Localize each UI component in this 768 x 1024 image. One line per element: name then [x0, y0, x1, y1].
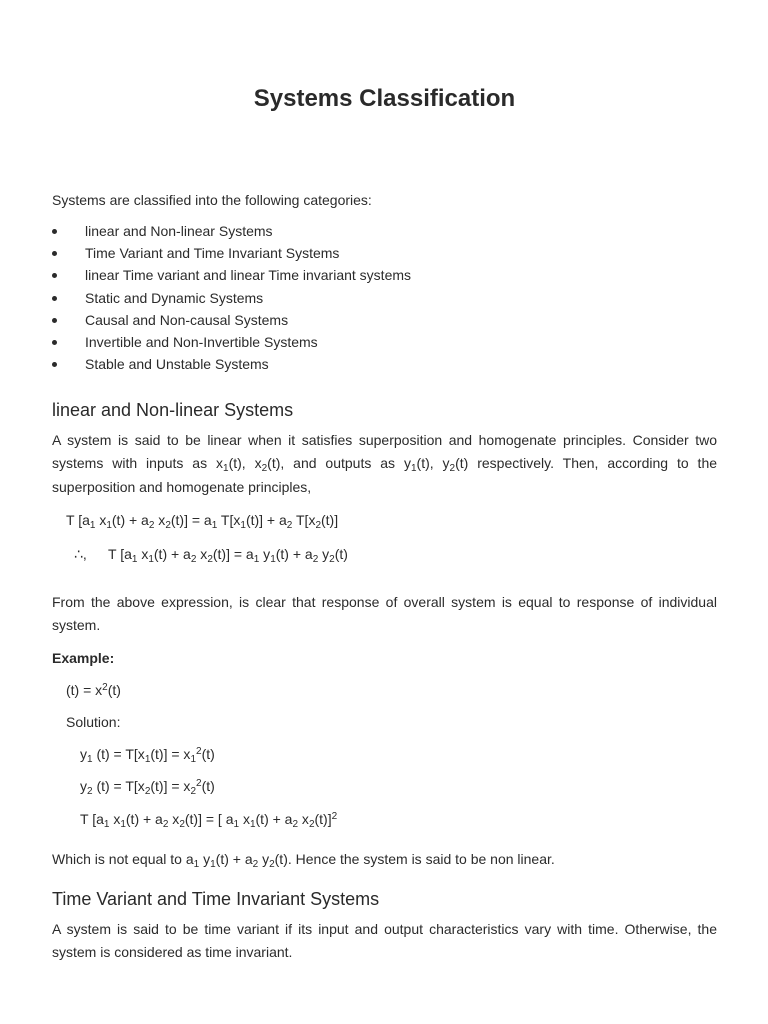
- conclusion-text: Which is not equal to $a_1$ $y_1(t) + a_2$ $y_2(t)$. Hence the system is said to be non linear.: [52, 851, 555, 870]
- category-list: [52, 220, 411, 375]
- example-label: Example:: [52, 650, 115, 666]
- list-item: [52, 287, 411, 309]
- example-equation: $(t) = x^2(t)$: [66, 682, 121, 698]
- bullet-icon: [52, 273, 57, 278]
- bullet-icon: [52, 296, 57, 301]
- list-item-label: Time Variant and Time Invariant Systems: [85, 245, 340, 262]
- bullet-icon: [52, 251, 57, 256]
- list-item-label: Static and Dynamic Systems: [85, 289, 264, 306]
- response-paragraph: From the above expression, is clear that response of overall system is equal to response of individual system.: [52, 594, 717, 634]
- section-heading-time-variant: Time Variant and Time Invariant Systems: [52, 889, 380, 909]
- superposition-equation: T [$a_1$ $x_1(t) + a_2$ $x_2(t)] = a_1$ $T[x_1(t)] + a_2$ $T[x_2(t)]$: [66, 512, 339, 531]
- bullet-icon: [52, 362, 57, 367]
- list-item-label: linear and Non-linear Systems: [85, 223, 273, 239]
- bullet-icon: [52, 340, 57, 345]
- therefore-equation: ∴, T [$a_1$ $x_1(t) + a_2$ $x_2(t)] = a_1$ $y_1(t) + a_2$ $y_2(t)$: [74, 546, 348, 565]
- list-item: [52, 264, 411, 286]
- list-item: [52, 220, 411, 242]
- solution-label: Solution:: [66, 714, 121, 730]
- solution-equation-2: $y_2$ $(t) = T[x_2(t)] = x_2^2(t)$: [80, 778, 215, 797]
- list-item: [52, 242, 411, 264]
- linear-definition-paragraph: A system is said to be linear when it satisfies superposition and homogenate principles. Consider two systems with inputs as $x_1(t)$, $x_2(t)$, and outputs as $y_1(t)$, $y_2(t)$ respectively. Then, according to the superposition and homogenate principles,: [52, 432, 718, 495]
- bullet-icon: [52, 318, 57, 323]
- list-item-label: Invertible and Non-Invertible Systems: [85, 334, 318, 351]
- list-item-label: linear Time variant and linear Time invariant systems: [85, 267, 412, 284]
- solution-equation-3: T [$a_1$ $x_1(t) + a_2$ $x_2(t)$] = [ $a_1$ $x_1(t) + a_2$ $x_2(t)]^2$: [80, 811, 338, 830]
- intro-text: Systems are classified into the following categories:: [52, 192, 372, 208]
- list-item: [52, 353, 411, 375]
- section-heading-linear: linear and Non-linear Systems: [52, 400, 294, 420]
- page-title: Systems Classification: [253, 85, 516, 112]
- bullet-icon: [52, 229, 57, 234]
- list-item: [52, 309, 411, 331]
- time-variant-paragraph: A system is said to be time variant if its input and output characteristics vary with time. Otherwise, the system is considered as time invariant.: [52, 921, 717, 961]
- list-item-label: Causal and Non-causal Systems: [85, 311, 289, 328]
- solution-equation-1: $y_1$ $(t) = T[x_1(t)] = x_1^2(t)$: [80, 746, 215, 765]
- list-item-label: Stable and Unstable Systems: [85, 356, 269, 373]
- list-item: [52, 331, 411, 353]
